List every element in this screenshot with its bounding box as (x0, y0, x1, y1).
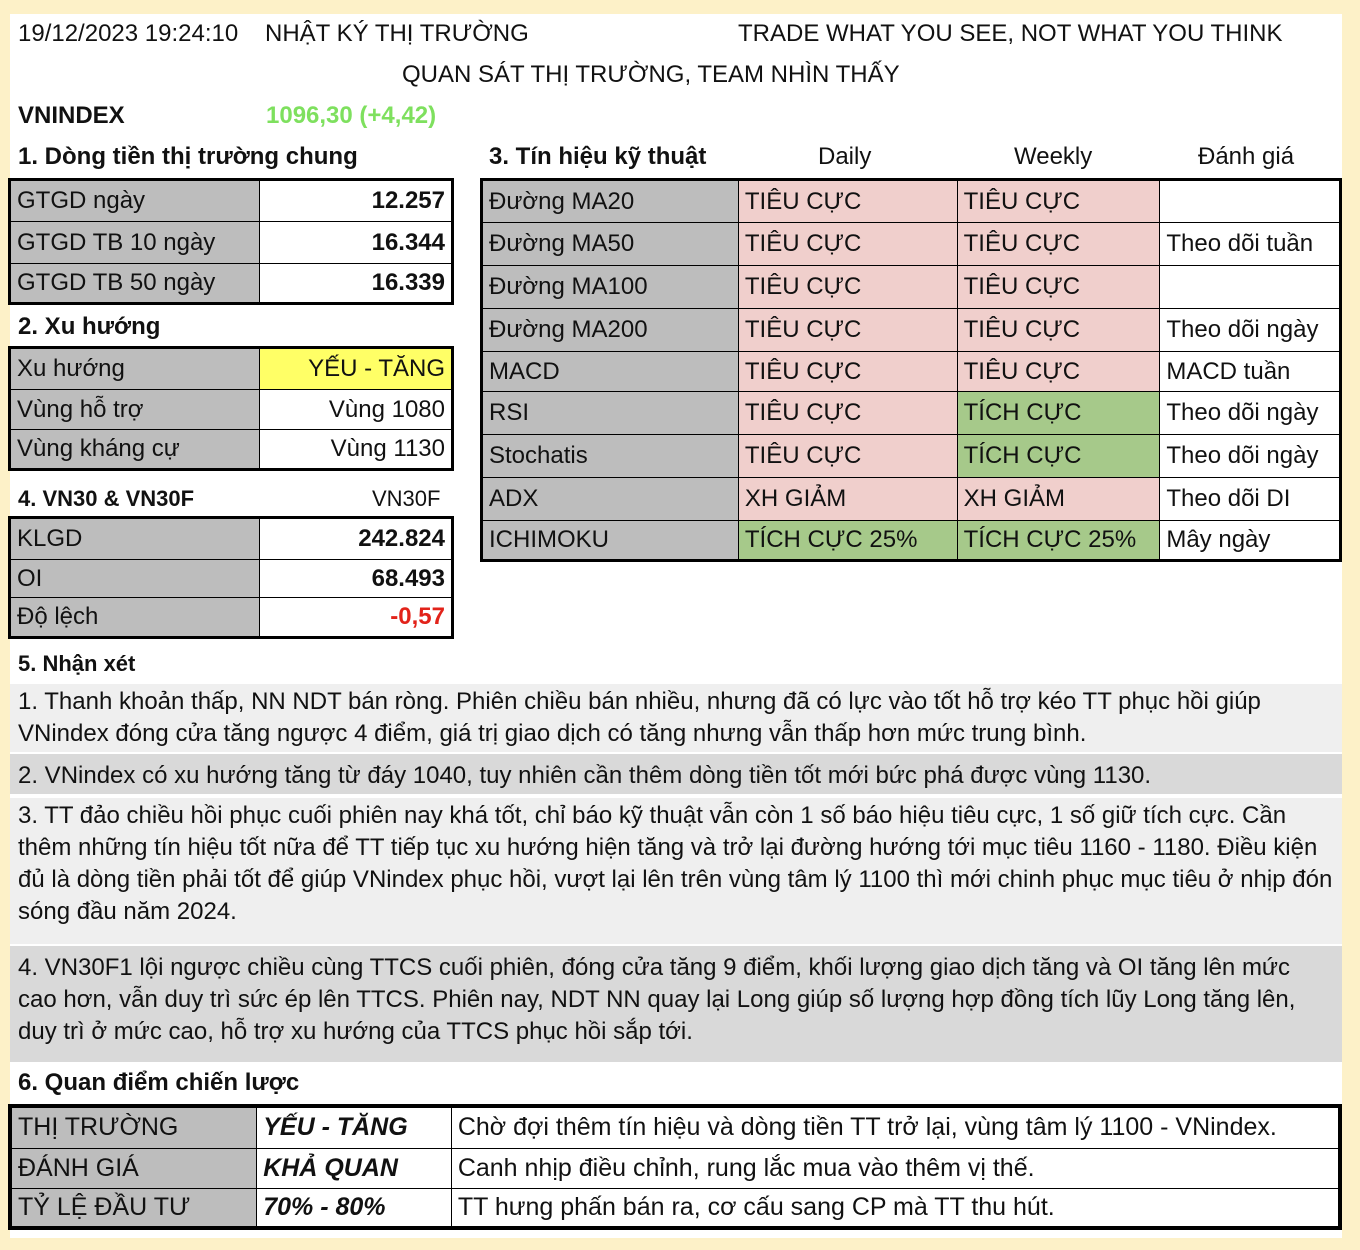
row-value: Vùng 1080 (259, 390, 452, 430)
table-row (10, 1148, 1340, 1188)
strategy-note: Canh nhịp điều chỉnh, rung lắc mua vào thêm vị thế. (451, 1148, 1340, 1188)
row-value: 242.824 (259, 518, 452, 560)
row-label: OI (10, 560, 260, 598)
table-row (10, 222, 453, 264)
table-row (482, 521, 1341, 561)
table-row (482, 266, 1341, 309)
table-row (10, 348, 453, 390)
signal-daily: TÍCH CỰC 25% (738, 521, 957, 561)
signal-weekly: TÍCH CỰC (957, 435, 1160, 478)
table-row (10, 518, 453, 560)
signal-name: ADX (482, 478, 739, 521)
strategy-value: 70% - 80% (257, 1188, 452, 1228)
table-row (482, 352, 1341, 392)
table-row (10, 1188, 1340, 1228)
strategy-note: Chờ đợi thêm tín hiệu và dòng tiền TT trở lại, vùng tâm lý 1100 - VNindex. (451, 1106, 1340, 1148)
table-row (10, 560, 453, 598)
row-label: GTGD TB 10 ngày (10, 222, 260, 264)
signal-name: ICHIMOKU (482, 521, 739, 561)
comment-4: 4. VN30F1 lội ngược chiều cùng TTCS cuối phiên, đóng cửa tăng 9 điểm, khối lượng giao dịch tăng và OI tăng lên mức cao hơn, vẫn duy trì sức ép lên TTCS. Phiên nay, NDT NN quay lại Long giúp số lượng hợp đồng tích lũy Long tăng lên, duy trì ở mức cao, hỗ trợ xu hướng của TTCS phục hồi sắp tới. (10, 946, 1342, 1062)
table-row (10, 264, 453, 304)
row-value: 68.493 (259, 560, 452, 598)
table-row (10, 180, 453, 222)
signal-weekly: TIÊU CỰC (957, 266, 1160, 309)
report-slogan: TRADE WHAT YOU SEE, NOT WHAT YOU THINK (738, 20, 1283, 47)
section1-table (8, 178, 454, 305)
signal-eval: MACD tuần (1160, 352, 1341, 392)
signal-weekly: TÍCH CỰC (957, 392, 1160, 435)
section2-title: 2. Xu hướng (18, 313, 161, 340)
signal-eval (1160, 180, 1341, 223)
signal-daily: TIÊU CỰC (738, 309, 957, 352)
section6-title: 6. Quan điểm chiến lược (18, 1069, 300, 1096)
table-row (10, 390, 453, 430)
signal-eval: Theo dõi tuần (1160, 223, 1341, 266)
comment-2: 2. VNindex có xu hướng tăng từ đáy 1040, tuy nhiên cần thêm dòng tiền tốt mới bức phá được vùng 1130. (10, 754, 1342, 794)
signal-daily: TIÊU CỰC (738, 180, 957, 223)
row-label: KLGD (10, 518, 260, 560)
table-row (482, 392, 1341, 435)
report-datetime: 19/12/2023 19:24:10 (18, 20, 239, 47)
table-row (482, 309, 1341, 352)
table-row (482, 478, 1341, 521)
col-daily-header: Daily (818, 143, 872, 170)
row-value: 16.339 (259, 264, 452, 304)
table-row (10, 430, 453, 470)
signal-daily: TIÊU CỰC (738, 223, 957, 266)
row-value: Vùng 1130 (259, 430, 452, 470)
strategy-value: KHẢ QUAN (257, 1148, 452, 1188)
signal-eval (1160, 266, 1341, 309)
signal-weekly: TIÊU CỰC (957, 180, 1160, 223)
row-label: Vùng hỗ trợ (10, 390, 260, 430)
strategy-label: TỶ LỆ ĐẦU TƯ (10, 1188, 257, 1228)
table-row (482, 180, 1341, 223)
comment-1: 1. Thanh khoản thấp, NN NDT bán ròng. Phiên chiều bán nhiều, nhưng đã có lực vào tốt hỗ trợ kéo TT phục hồi giúp VNindex đóng cửa tăng ngược 4 điểm, giá trị giao dịch có tăng nhưng vẫn thấp hơn mức trung bình. (10, 684, 1342, 752)
signal-weekly: XH GIẢM (957, 478, 1160, 521)
row-label: GTGD TB 50 ngày (10, 264, 260, 304)
row-value: 12.257 (259, 180, 452, 222)
signal-name: Đường MA100 (482, 266, 739, 309)
signal-eval: Theo dõi ngày (1160, 392, 1341, 435)
signal-weekly: TÍCH CỰC 25% (957, 521, 1160, 561)
trend-value: YẾU - TĂNG (259, 348, 452, 390)
strategy-label: ĐÁNH GIÁ (10, 1148, 257, 1188)
signal-eval: Theo dõi ngày (1160, 309, 1341, 352)
signal-name: Đường MA50 (482, 223, 739, 266)
row-label: Xu hướng (10, 348, 260, 390)
signal-daily: TIÊU CỰC (738, 435, 957, 478)
strategy-note: TT hưng phấn bán ra, cơ cấu sang CP mà TT thu hút. (451, 1188, 1340, 1228)
signal-weekly: TIÊU CỰC (957, 352, 1160, 392)
signal-eval: Theo dõi ngày (1160, 435, 1341, 478)
table-row (10, 1106, 1340, 1148)
col-weekly-header: Weekly (1014, 143, 1093, 170)
signal-daily: TIÊU CỰC (738, 352, 957, 392)
signal-name: Stochatis (482, 435, 739, 478)
table-row (482, 435, 1341, 478)
index-value: 1096,30 (+4,42) (266, 102, 437, 129)
section4-tag: VN30F (372, 486, 441, 511)
signal-daily: XH GIẢM (738, 478, 957, 521)
signal-table (480, 178, 1342, 562)
signal-name: RSI (482, 392, 739, 435)
section4-table (8, 516, 454, 639)
col-eval-header: Đánh giá (1198, 143, 1295, 170)
table-row (482, 223, 1341, 266)
strategy-table (8, 1104, 1342, 1230)
signal-weekly: TIÊU CỰC (957, 223, 1160, 266)
table-row (10, 598, 453, 638)
section1-title: 1. Dòng tiền thị trường chung (18, 143, 358, 170)
deviation-value: -0,57 (259, 598, 452, 638)
signal-daily: TIÊU CỰC (738, 392, 957, 435)
signal-eval: Mây ngày (1160, 521, 1341, 561)
strategy-value: YẾU - TĂNG (257, 1106, 452, 1148)
signal-weekly: TIÊU CỰC (957, 309, 1160, 352)
row-label: Độ lệch (10, 598, 260, 638)
section3-title: 3. Tín hiệu kỹ thuật (489, 143, 707, 170)
signal-eval: Theo dõi DI (1160, 478, 1341, 521)
report-subtitle: QUAN SÁT THỊ TRƯỜNG, TEAM NHÌN THẤY (402, 61, 900, 88)
signal-daily: TIÊU CỰC (738, 266, 957, 309)
signal-name: Đường MA20 (482, 180, 739, 223)
index-name: VNINDEX (18, 102, 125, 129)
report-title: NHẬT KÝ THỊ TRƯỜNG (265, 20, 529, 47)
strategy-label: THỊ TRƯỜNG (10, 1106, 257, 1148)
comment-3: 3. TT đảo chiều hồi phục cuối phiên nay khá tốt, chỉ báo kỹ thuật vẫn còn 1 số báo hiệu tiêu cực, 1 số giữ tích cực. Cần thêm những tín hiệu tốt nữa để TT tiếp tục xu hướng hiện tăng và trở lại đường hướng tới mục tiêu 1160 - 1180. Điều kiện đủ là dòng tiền phải tốt để giúp VNindex phục hồi, vượt lại lên trên vùng tâm lý 1100 thì mới chinh phục mục tiêu ở nhịp đón sóng đầu năm 2024. (10, 798, 1342, 944)
row-value: 16.344 (259, 222, 452, 264)
section5-title: 5. Nhận xét (18, 651, 136, 676)
row-label: GTGD ngày (10, 180, 260, 222)
section4-title: 4. VN30 & VN30F (18, 486, 195, 511)
section2-table (8, 346, 454, 471)
row-label: Vùng kháng cự (10, 430, 260, 470)
signal-name: MACD (482, 352, 739, 392)
signal-name: Đường MA200 (482, 309, 739, 352)
